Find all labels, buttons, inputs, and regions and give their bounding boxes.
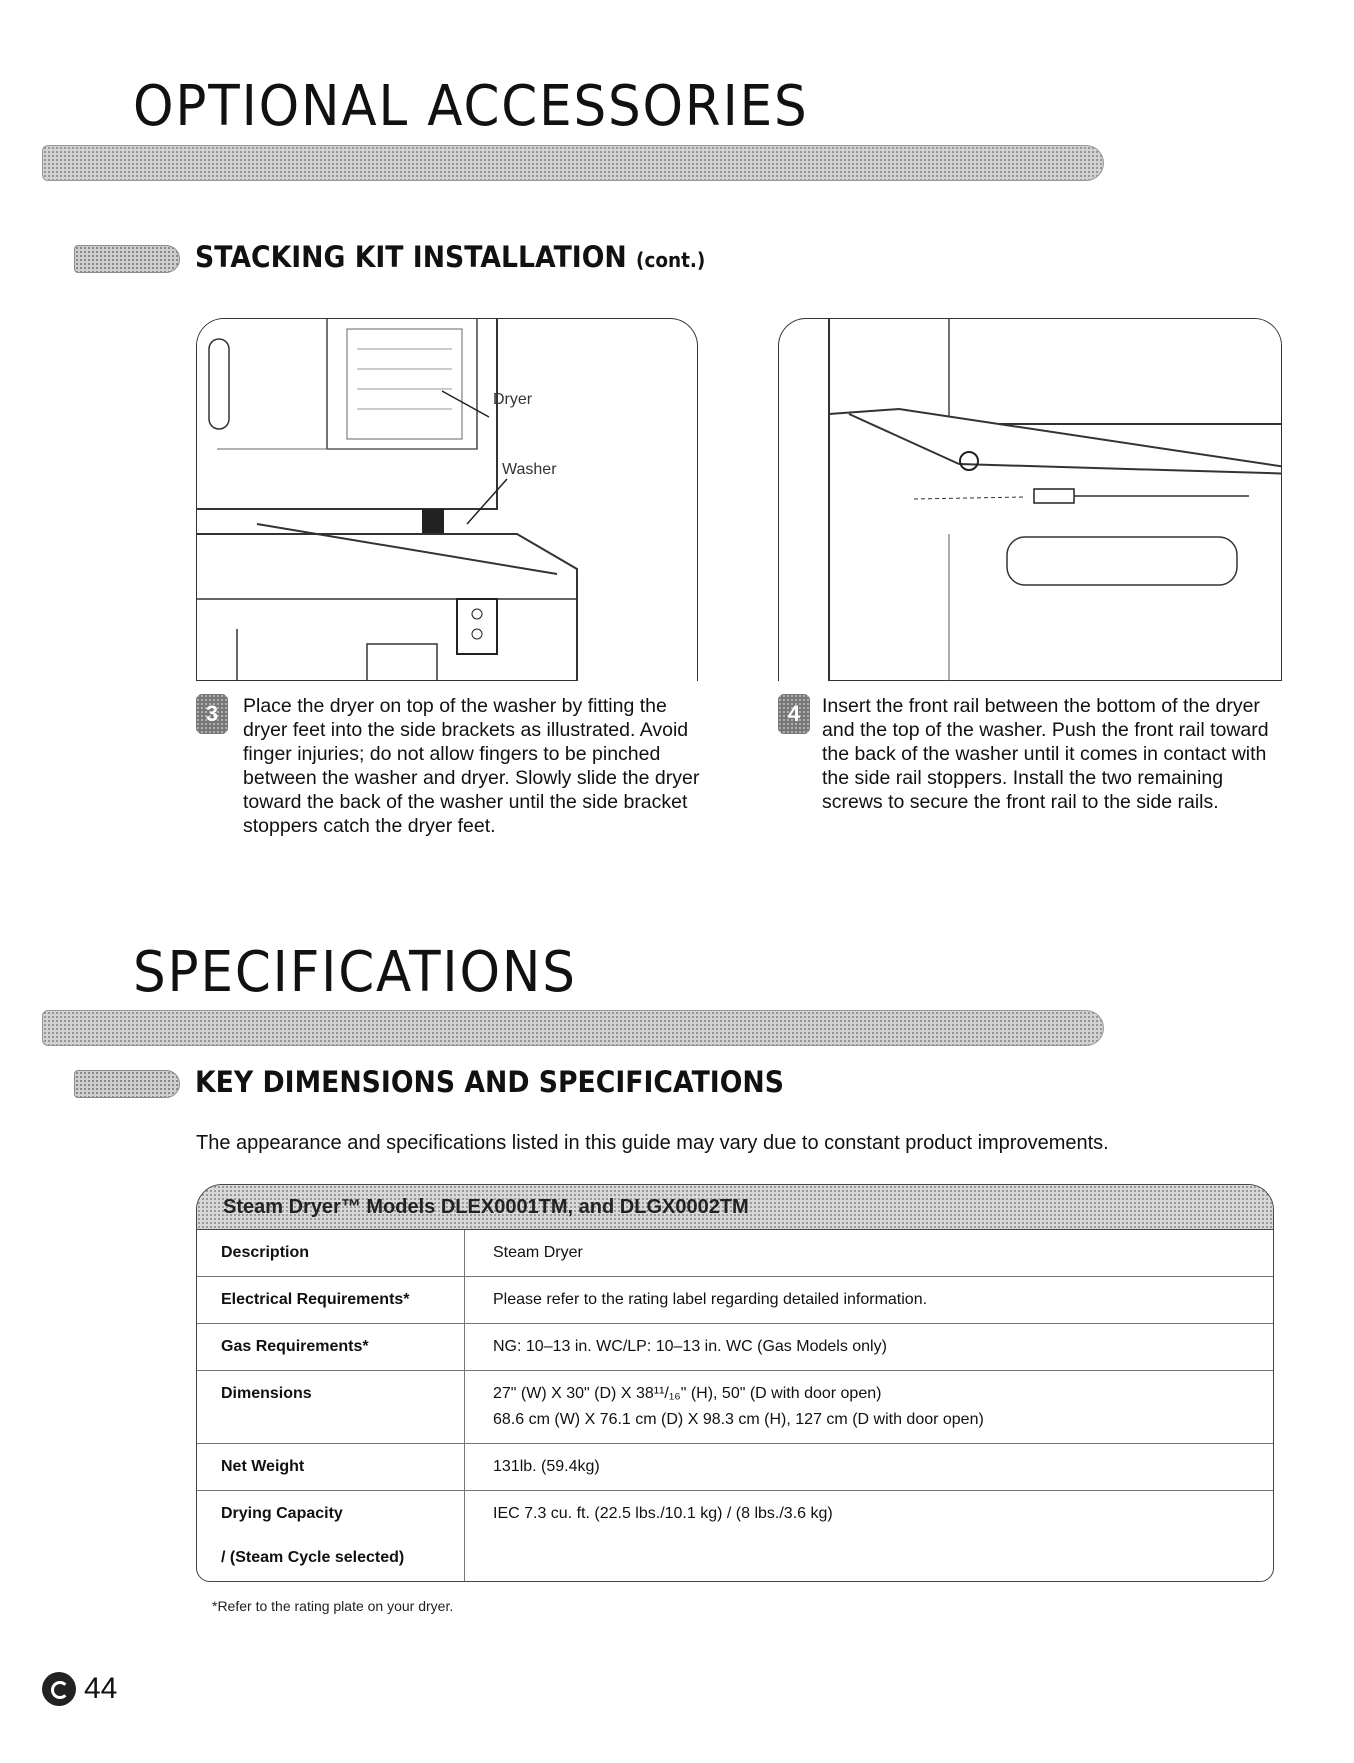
row-label: Net Weight <box>221 1458 305 1475</box>
subsection-title-key-dimensions: KEY DIMENSIONS AND SPECIFICATIONS <box>195 1065 784 1099</box>
row-value: Steam Dryer <box>493 1244 583 1261</box>
spec-table <box>196 1184 1274 1582</box>
spec-table-header: Steam Dryer™ Models DLEX0001TM, and DLGX0002TM <box>197 1185 1273 1230</box>
dryer-washer-illustration <box>197 319 697 681</box>
row-value: IEC 7.3 cu. ft. (22.5 lbs./10.1 kg) / (8 lbs./3.6 kg) <box>493 1505 833 1522</box>
intro-text: The appearance and specifications listed in this guide may vary due to constant product improvements. <box>196 1132 1109 1154</box>
lg-logo-icon <box>42 1672 76 1706</box>
section-divider-bar-2 <box>42 1010 1104 1046</box>
step4-illustration <box>778 318 1282 681</box>
step3-illustration <box>196 318 698 681</box>
row-value: 27" (W) X 30" (D) X 38¹¹/₁₆" (H), 50" (D with door open) <box>493 1385 882 1402</box>
page-title-specifications: SPECIFICATIONS <box>133 940 577 1005</box>
subsection-marker-2 <box>74 1070 180 1098</box>
section-divider-bar <box>42 145 1104 181</box>
row-label-sub: / (Steam Cycle selected) <box>221 1549 405 1566</box>
subsection-title-stacking <box>195 240 705 274</box>
washer-label: Washer <box>502 461 557 478</box>
row-value-metric: 68.6 cm (W) X 76.1 cm (D) X 98.3 cm (H), 127 cm (D with door open) <box>493 1411 984 1428</box>
footnote: *Refer to the rating plate on your dryer. <box>212 1598 454 1614</box>
stacking-title-suffix: (cont.) <box>636 248 706 272</box>
page-title-accessories: OPTIONAL ACCESSORIES <box>133 74 809 139</box>
row-label: Drying Capacity <box>221 1505 343 1522</box>
row-label: Description <box>221 1244 310 1261</box>
row-value: Please refer to the rating label regarding detailed information. <box>493 1291 928 1308</box>
table-row <box>197 1371 1273 1444</box>
step-3-badge: 3 <box>196 694 228 734</box>
row-label: Gas Requirements* <box>221 1338 369 1355</box>
step-3-text: Place the dryer on top of the washer by fitting the dryer feet into the side brackets as illustrated. Avoid finger injuries; do not allow fingers to be pinched between the washer and dryer. Slowly slide the dryer toward the back of the washer until the side bracket stoppers catch the dryer feet. <box>243 695 700 837</box>
front-rail-illustration <box>779 319 1281 681</box>
table-row <box>197 1324 1273 1371</box>
table-row <box>197 1444 1273 1491</box>
subsection-marker <box>74 245 180 273</box>
table-row <box>197 1491 1273 1581</box>
step-4-text: Insert the front rail between the bottom of the dryer and the top of the washer. Push the front rail toward the back of the washer until it comes in contact with the side rail stoppers. Install the two remaining screws to secure the front rail to the side rails. <box>822 695 1269 813</box>
table-row <box>197 1277 1273 1324</box>
dryer-label: Dryer <box>493 391 533 408</box>
step-4-badge: 4 <box>778 694 810 734</box>
row-value: 131lb. (59.4kg) <box>493 1458 600 1475</box>
row-label: Electrical Requirements* <box>221 1291 410 1308</box>
page-number: 44 <box>84 1672 118 1705</box>
row-value: NG: 10–13 in. WC/LP: 10–13 in. WC (Gas Models only) <box>493 1338 887 1355</box>
row-label: Dimensions <box>221 1385 312 1402</box>
stacking-title-text: STACKING KIT INSTALLATION <box>195 240 627 274</box>
table-row <box>197 1230 1273 1277</box>
